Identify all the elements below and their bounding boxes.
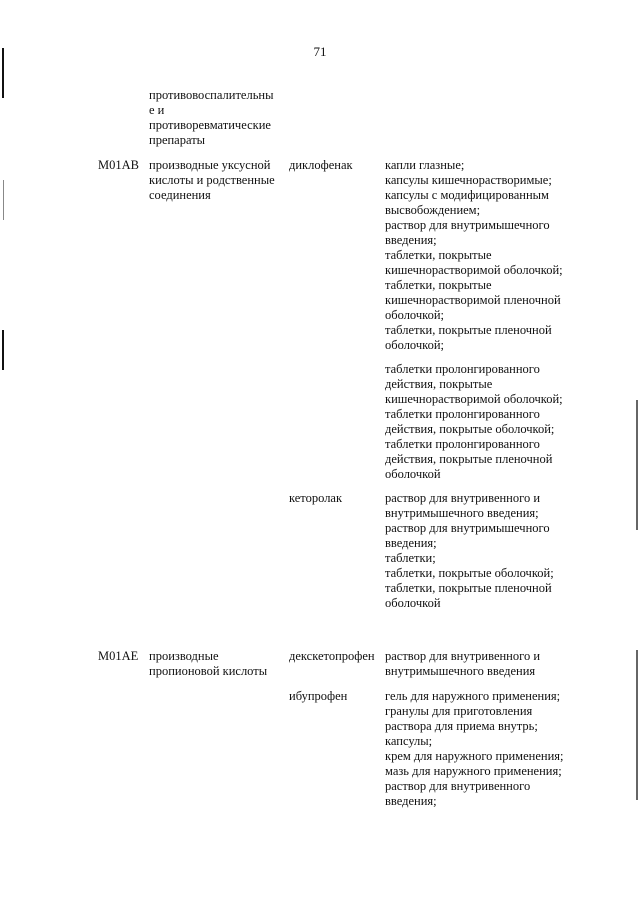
dosage-forms: капли глазные; капсулы кишечнорастворимые; капсулы с модифицированным высвобождением; раствор для внутримышечного введения; таблетки, покрытые кишечнорастворимой оболочкой; таблетки, покрытые кишечнорастворимой пленочной оболочкой; таблетки, покрытые пленочной оболочкой;	[385, 158, 563, 352]
dosage-forms: раствор для внутривенного и внутримышечного введения; раствор для внутримышечного введения; таблетки; таблетки, покрытые оболочкой; таблетки, покрытые пленочной оболочкой	[385, 491, 554, 610]
atc-code: M01AE	[98, 649, 139, 663]
dosage-forms: гель для наружного применения; гранулы для приготовления раствора для приема внутрь; капсулы; крем для наружного применения; мазь для наружного применения; раствор для внутривенного введения;	[385, 689, 564, 808]
scan-edge-mark	[636, 400, 638, 530]
scan-edge-mark	[2, 330, 4, 370]
page-number: 71	[313, 44, 327, 59]
atc-group-name: противовоспалительны е и противоревматические препараты	[149, 88, 274, 147]
scan-edge-mark	[636, 650, 638, 800]
drug-name: декскетопрофен	[289, 649, 375, 663]
scan-edge-mark	[3, 180, 4, 220]
atc-group-name: производные пропионовой кислоты	[149, 649, 268, 678]
drug-name: ибупрофен	[289, 689, 348, 703]
drug-name: кеторолак	[289, 491, 343, 505]
atc-group-name: производные уксусной кислоты и родственные соединения	[149, 158, 275, 202]
dosage-forms-continued: таблетки пролонгированного действия, покрытые кишечнорастворимой оболочкой; таблетки пролонгированного действия, покрытые оболочкой; таблетки пролонгированного действия, покрытые пленочной оболочкой	[385, 362, 563, 481]
drug-name: диклофенак	[289, 158, 353, 172]
dosage-forms: раствор для внутривенного и внутримышечного введения	[385, 649, 541, 678]
atc-code: M01AB	[98, 158, 139, 172]
